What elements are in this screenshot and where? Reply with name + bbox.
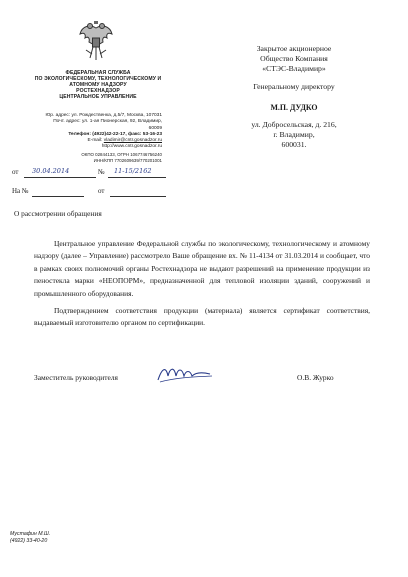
org-name-line: ЦЕНТРАЛЬНОЕ УПРАВЛЕНИЕ — [59, 94, 137, 101]
okpo-ogrn: ОКПО 02844133, ОГРН 1067746756240 — [81, 152, 162, 157]
executor-name: Мустафин М.Ш. — [10, 531, 51, 537]
org-name-line: РОСТЕХНАДЗОР — [76, 88, 120, 95]
incoming-reference — [10, 187, 180, 197]
executor-info — [10, 531, 50, 544]
ref-number-label: № — [98, 168, 105, 176]
email-label: E-mail: — [87, 138, 103, 144]
org-name-line: АТОМНОМУ НАДЗОРУ — [69, 82, 127, 89]
body-paragraph: Центральное управление Федеральной службы по экологическому, технологическому и атомному надзору (далее – Управление) рассмотрело Ваше обращение вх. № 11-4134 от 31.03.2014 и сообщает, что в рамках своих полномочий органы Ростехнадзора не выдают разрешений на применение продукции из пеностекла марки «НЕОПОРМ», предназначенной для тепловой изоляции зданий, сооружений и промышленного оборудования. — [34, 239, 370, 298]
body-paragraph: Подтверждением соответствия продукции (материала) является сертификат соответствия, выдаваемый изготовителю органом по сертификации. — [34, 306, 370, 328]
signatory-name: О.В. Журко — [297, 373, 334, 382]
recipient-address-line: г. Владимир, — [273, 130, 315, 139]
recipient-address — [236, 120, 352, 150]
recipient-org — [236, 44, 352, 74]
ref-on-label: На № — [12, 187, 29, 195]
ref-number-value: 11-15/2162 — [114, 167, 152, 175]
recipient-position: Генеральному директору — [253, 82, 335, 91]
recipient-name: М.П. ДУДКО — [270, 103, 318, 112]
recipient-org-line: «СТЭС-Владимир» — [262, 64, 326, 73]
handwritten-signature — [154, 362, 214, 386]
sender-contacts — [44, 113, 162, 151]
ref-from-label: от — [12, 168, 19, 176]
outgoing-reference — [10, 168, 180, 178]
recipient-org-line: Общество Компания — [260, 54, 328, 63]
inn-kpp: ИНН/КПП 7702609639/770201001 — [93, 157, 162, 163]
phone-fax: Телефон: (4922)42-22-17, факс: 53-16-23 — [68, 131, 162, 137]
legal-address: Юр. адрес: ул. Рождественка, д.5/7, Москва, 107031 — [45, 113, 162, 118]
postal-address: Почт. адрес: ул. 1-ая Пионерская, 92, Владимир, 60009 — [53, 119, 162, 131]
org-name-line: ФЕДЕРАЛЬНАЯ СЛУЖБА — [65, 70, 131, 76]
recipient-address-line: ул. Добросельская, д. 216, — [251, 120, 337, 129]
letter-subject: О рассмотрении обращения — [14, 209, 102, 218]
sender-codes — [44, 152, 162, 163]
website-link[interactable]: http://www.cntr.gosnadzor.ru — [101, 144, 162, 150]
recipient-org-line: Закрытое акционерное — [256, 44, 332, 53]
sender-org-name — [34, 70, 162, 100]
org-name-line: ПО ЭКОЛОГИЧЕСКОМУ, ТЕХНОЛОГИЧЕСКОМУ И — [34, 76, 162, 83]
email-link[interactable]: vladimir@cntr.gosnadzor.ru — [103, 138, 162, 144]
executor-phone: (4922) 33-40-20 — [10, 537, 48, 544]
recipient-address-line: 600031. — [281, 140, 307, 149]
ref-on-from-label: от — [98, 187, 105, 195]
ref-date-value: 30.04.2014 — [32, 167, 70, 175]
signatory-title: Заместитель руководителя — [34, 373, 118, 382]
letter-body — [34, 238, 370, 335]
russian-coat-of-arms-icon — [76, 20, 116, 62]
